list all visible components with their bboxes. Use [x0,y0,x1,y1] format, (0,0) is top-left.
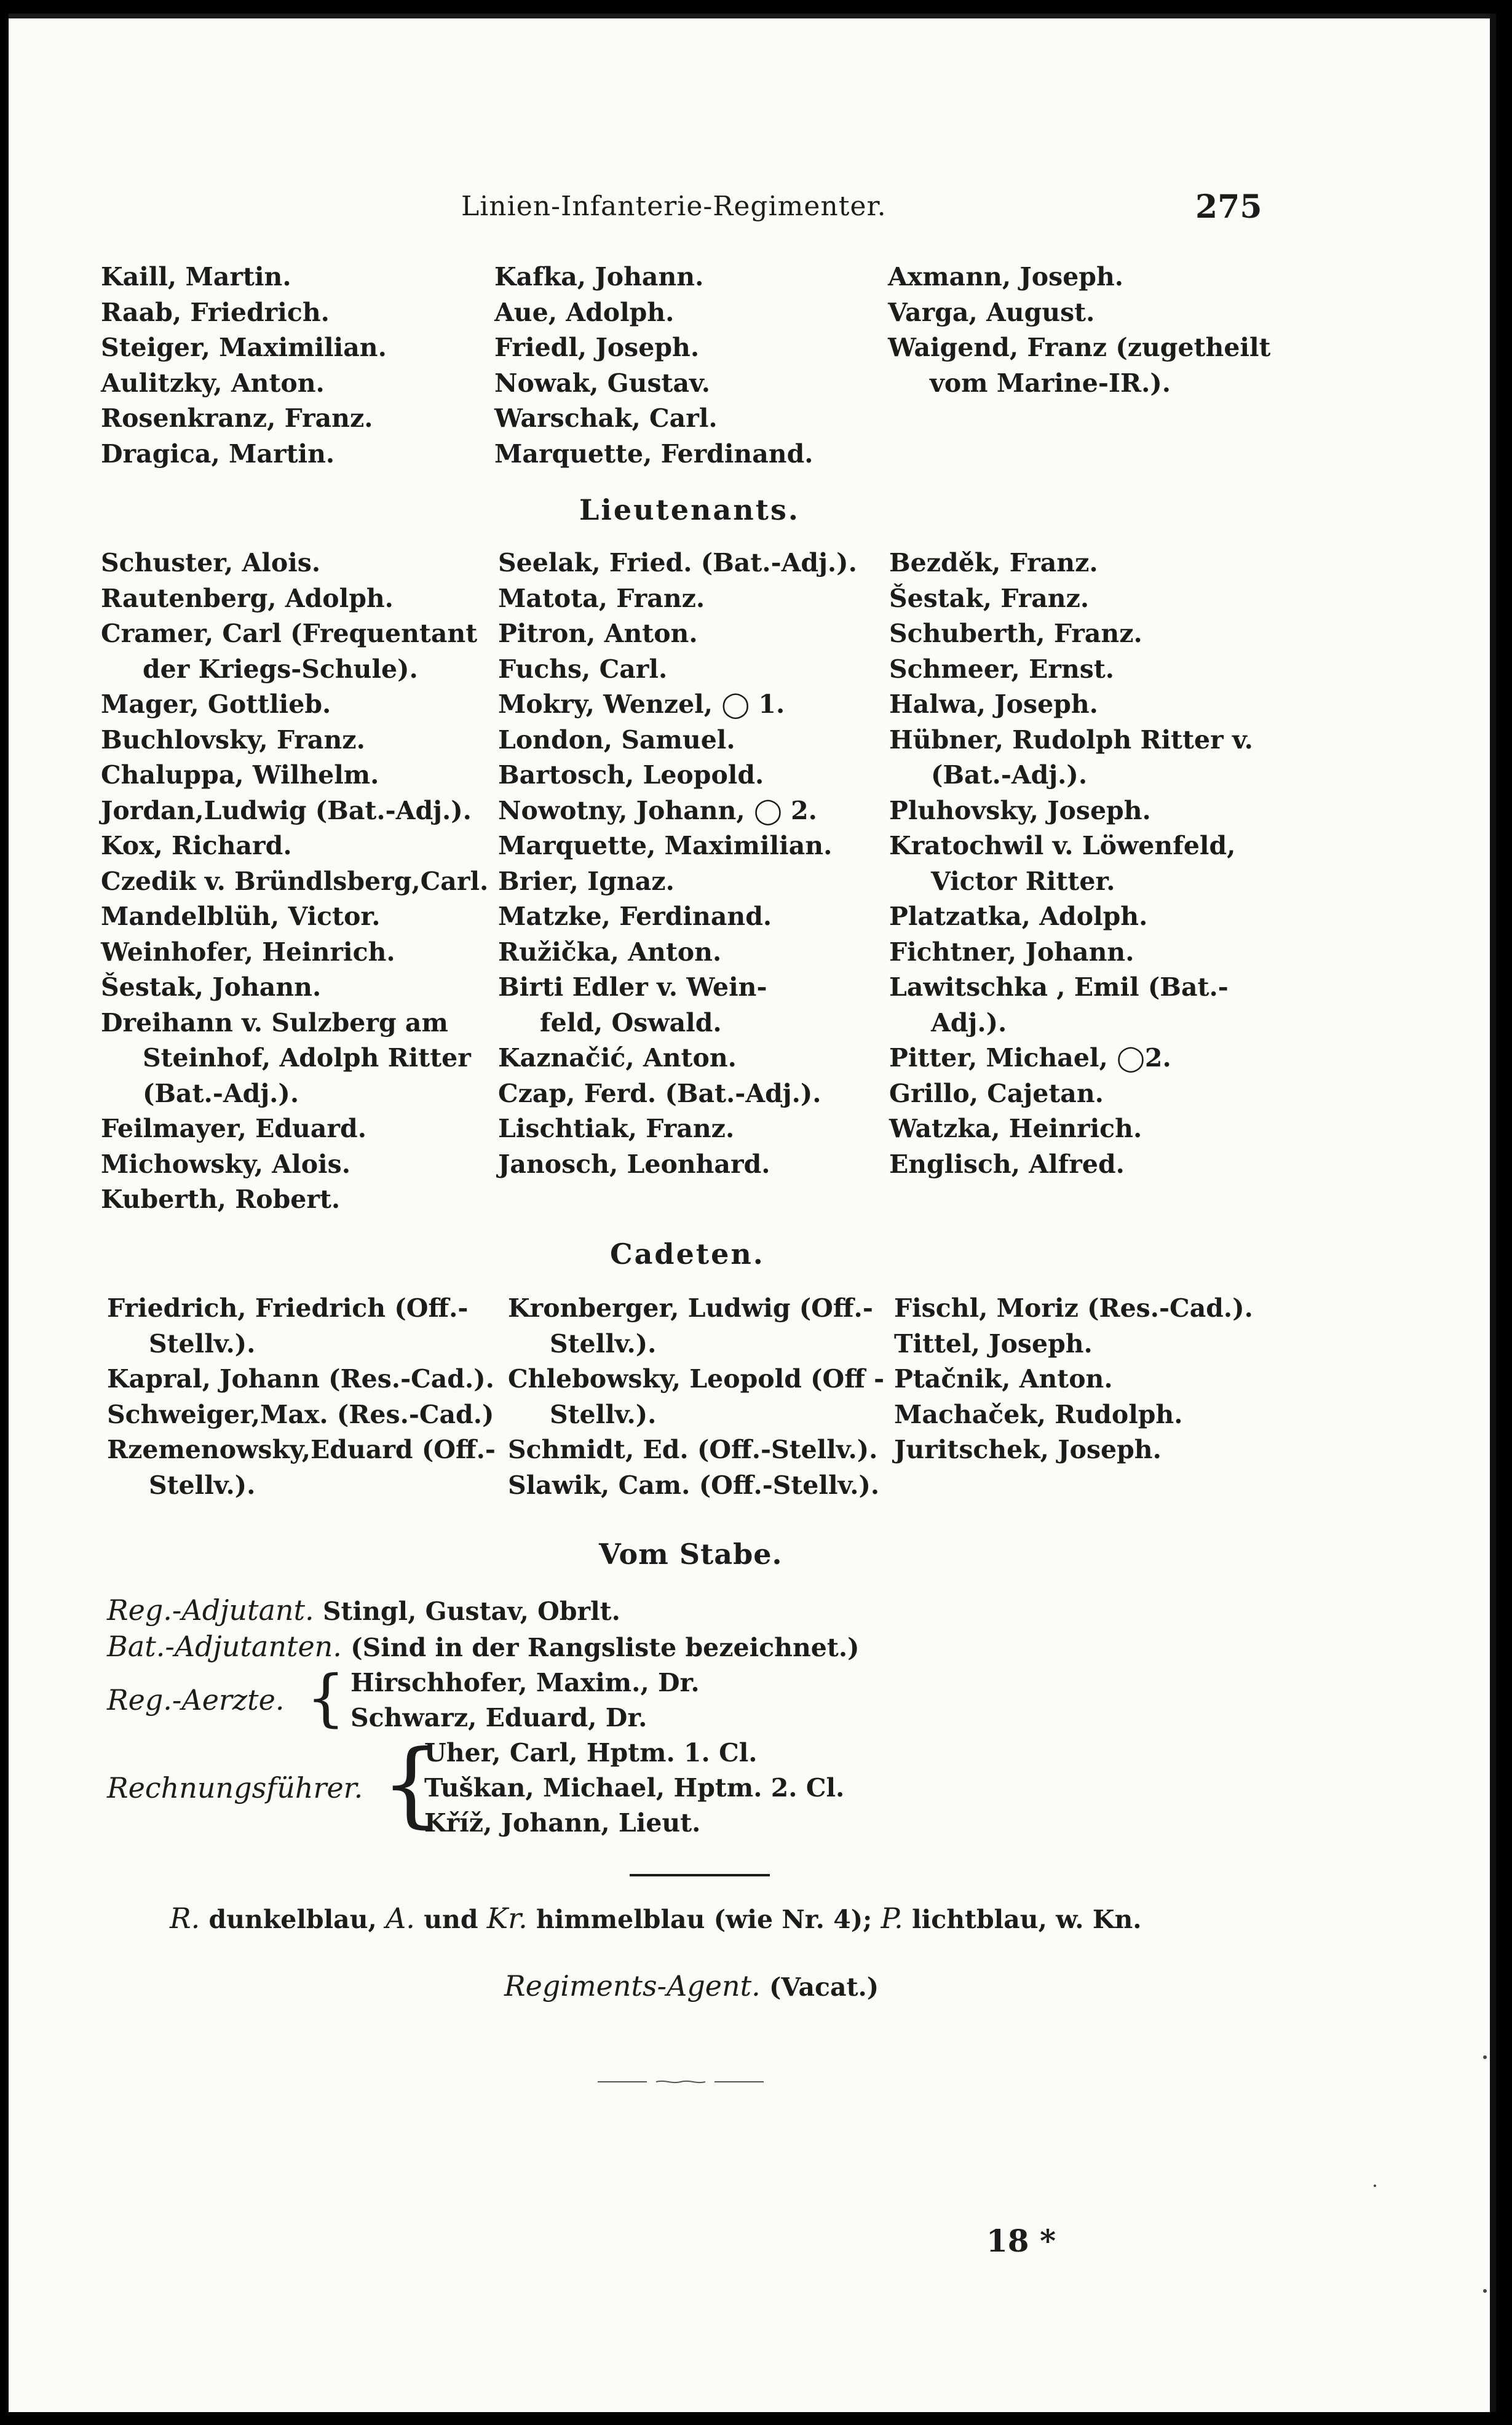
top-col-3 [888,260,1271,401]
reg-aerzte-label: Reg.-Aerzte. [107,1683,285,1717]
list-item: Halwa, Joseph. [889,689,1098,719]
list-item: Rzemenowsky,Eduard (Off.- [107,1435,496,1464]
list-item: Mager, Gottlieb. [101,689,331,719]
brace-icon: { [381,1731,440,1838]
bat-adjutanten-row [107,1629,860,1665]
list-item: Rautenberg, Adolph. [101,583,394,613]
list-item: Aulitzky, Anton. [101,368,325,398]
list-item: Tittel, Joseph. [894,1328,1093,1359]
list-item: Czap, Ferd. (Bat.-Adj.). [498,1078,821,1108]
lieutenants-col-3 [889,546,1253,1182]
cadets-col-1 [107,1291,496,1503]
cadets-col-3 [894,1291,1253,1468]
list-item: Englisch, Alfred. [889,1149,1125,1179]
list-item: Schweiger,Max. (Res.-Cad.) [107,1399,494,1429]
reg-adjutant-row [107,1593,860,1629]
list-item: Brier, Ignaz. [498,866,675,896]
list-item: Mandelblüh, Victor. [101,902,381,931]
list-item: Stellv.). [550,1328,657,1359]
list-item: Kox, Richard. [101,831,292,860]
brace-icon: { [306,1662,346,1734]
list-item: Tuškan, Michael, Hptm. 2. Cl. [424,1773,845,1803]
list-item: vom Marine-IR.). [930,368,1171,398]
list-item: Bezděk, Franz. [889,548,1098,577]
list-item: Pitter, Michael, ◯2. [889,1043,1171,1073]
list-item: Watzka, Heinrich. [889,1114,1142,1143]
list-item: Matzke, Ferdinand. [498,902,772,931]
page-edge-right [1490,14,1496,2412]
list-item: Ptačnik, Anton. [894,1364,1113,1394]
list-item: Cramer, Carl (Frequentant [101,619,478,648]
list-item: Adj.). [931,1007,1007,1038]
page-edge-top [9,14,1496,18]
list-item: Chlebowsky, Leopold (Off - [508,1364,885,1394]
regiments-agent-line [504,1969,879,2002]
list-item: Rosenkranz, Franz. [101,403,373,433]
cadets-col-2 [508,1291,884,1503]
color-key-kr: Kr. [486,1902,528,1935]
list-item: Weinhofer, Heinrich. [101,937,395,967]
list-item: Axmann, Joseph. [888,262,1124,292]
list-item: Hübner, Rudolph Ritter v. [889,724,1253,755]
list-item: Kuberth, Robert. [101,1185,341,1214]
list-item: Jordan,Ludwig (Bat.-Adj.). [101,795,472,825]
section-heading-cadets: Cadeten. [610,1237,765,1271]
list-item: Dreihann v. Sulzberg am [101,1007,448,1038]
color-text-a: und [424,1905,478,1934]
list-item: Victor Ritter. [931,866,1115,896]
list-item: Janosch, Leonhard. [498,1149,770,1179]
list-item: Marquette, Ferdinand. [494,439,813,469]
list-item: Schuster, Alois. [101,548,321,577]
list-item: Lawitschka , Emil (Bat.- [889,972,1229,1002]
top-col-1 [101,260,387,472]
reg-aerzte-group [107,1662,860,1736]
color-key-p: P. [881,1902,903,1935]
speck [1374,2185,1376,2187]
list-item: Kapral, Johann (Res.-Cad.). [107,1364,494,1394]
list-item: Bartosch, Leopold. [498,760,764,790]
list-item: Fuchs, Carl. [498,654,668,684]
speck [1483,2055,1487,2059]
rechnungsfuehrer-list [424,1736,844,1841]
speck [1483,2289,1487,2293]
color-text-kr: himmelblau (wie Nr. 4); [536,1905,873,1934]
list-item: Nowotny, Johann, ◯ 2. [498,795,817,825]
list-item: Schwarz, Eduard, Dr. [350,1703,647,1732]
list-item: Steiger, Maximilian. [101,333,387,362]
list-item: Kafka, Johann. [494,262,704,292]
list-item: (Bat.-Adj.). [931,760,1088,790]
list-item: Michowsky, Alois. [101,1149,350,1179]
list-item: Birti Edler v. Wein- [498,972,767,1002]
list-item: Kratochwil v. Löwenfeld, [889,831,1236,860]
ornament-divider [598,2079,764,2085]
list-item: Schuberth, Franz. [889,619,1142,648]
list-item: Dragica, Martin. [101,439,335,469]
list-item: Schmidt, Ed. (Off.-Stellv.). [508,1435,878,1464]
rechnungsfuehrer-label: Rechnungsführer. [107,1771,363,1804]
color-key-r: R. [170,1902,200,1935]
lieutenants-col-1 [101,546,488,1218]
reg-adjutant-value: Stingl, Gustav, Obrlt. [322,1597,620,1626]
reg-adjutant-label: Reg.-Adjutant. [107,1594,314,1627]
list-item: Grillo, Cajetan. [889,1078,1104,1108]
top-col-2 [494,260,813,472]
list-item: Schmeer, Ernst. [889,654,1115,684]
list-item: Matota, Franz. [498,583,705,613]
color-text-r: dunkelblau, [208,1905,377,1934]
list-item: Kaill, Martin. [101,262,291,292]
list-item: Nowak, Gustav. [494,368,711,398]
regiment-colors-line [170,1902,1142,1935]
list-item: Šestak, Johann. [101,972,322,1002]
bat-adjutanten-value: (Sind in der Rangsliste bezeichnet.) [350,1633,860,1662]
list-item: Varga, August. [888,297,1095,327]
list-item: Fischl, Moriz (Res.-Cad.). [894,1293,1253,1323]
list-item: Pitron, Anton. [498,619,698,648]
list-item: Raab, Friedrich. [101,297,330,327]
section-heading-lieutenants: Lieutenants. [579,493,800,526]
list-item: Czedik v. Bründlsberg,Carl. [101,866,489,896]
list-item: Stellv.). [149,1328,256,1359]
color-key-a: A. [386,1902,415,1935]
list-item: der Kriegs-Schule). [143,654,418,684]
list-item: (Bat.-Adj.). [143,1078,299,1108]
section-heading-staff: Vom Stabe. [599,1538,783,1571]
list-item: Platzatka, Adolph. [889,902,1148,931]
list-item: Uher, Carl, Hptm. 1. Cl. [424,1738,758,1768]
list-item: Fichtner, Johann. [889,937,1134,967]
list-item: Stellv.). [550,1399,657,1429]
running-header: Linien-Infanterie-Regimenter. [461,191,887,222]
color-text-p: lichtblau, w. Kn. [912,1905,1142,1934]
list-item: Chaluppa, Wilhelm. [101,760,379,790]
list-item: Mokry, Wenzel, ◯ 1. [498,689,785,719]
list-item: Kříž, Johann, Lieut. [424,1808,701,1838]
list-item: Machaček, Rudolph. [894,1399,1183,1429]
horizontal-rule [630,1874,770,1876]
lieutenants-col-2 [498,546,857,1182]
list-item: feld, Oswald. [540,1007,722,1038]
list-item: Slawik, Cam. (Off.-Stellv.). [508,1470,880,1500]
list-item: Lischtiak, Franz. [498,1114,735,1143]
agent-value: (Vacat.) [769,1972,879,2002]
list-item: Marquette, Maximilian. [498,831,833,860]
agent-label: Regiments-Agent. [504,1969,761,2002]
staff-block [107,1593,860,1841]
list-item: Warschak, Carl. [494,403,718,433]
bat-adjutanten-label: Bat.-Adjutanten. [107,1630,342,1663]
list-item: Juritschek, Joseph. [894,1435,1162,1464]
list-item: Šestak, Franz. [889,583,1090,613]
reg-aerzte-list [350,1665,700,1736]
list-item: Feilmayer, Eduard. [101,1114,366,1143]
list-item: Seelak, Fried. (Bat.-Adj.). [498,548,857,577]
list-item: Steinhof, Adolph Ritter [143,1043,471,1073]
page-number: 275 [1195,188,1262,226]
list-item: Kaznačić, Anton. [498,1043,737,1073]
list-item: Aue, Adolph. [494,297,675,327]
list-item: Kronberger, Ludwig (Off.- [508,1293,873,1323]
list-item: Hirschhofer, Maxim., Dr. [350,1668,700,1697]
list-item: Friedrich, Friedrich (Off.- [107,1293,469,1323]
list-item: Stellv.). [149,1470,256,1500]
rechnungsfuehrer-group [107,1731,860,1841]
list-item: Buchlovsky, Franz. [101,724,365,755]
signature-mark: 18 * [986,2223,1056,2259]
list-item: London, Samuel. [498,724,735,755]
page [9,14,1496,2412]
list-item: Ružička, Anton. [498,937,722,967]
list-item: Friedl, Joseph. [494,333,700,362]
list-item: Waigend, Franz (zugetheilt [888,333,1271,362]
list-item: Pluhovsky, Joseph. [889,795,1151,825]
